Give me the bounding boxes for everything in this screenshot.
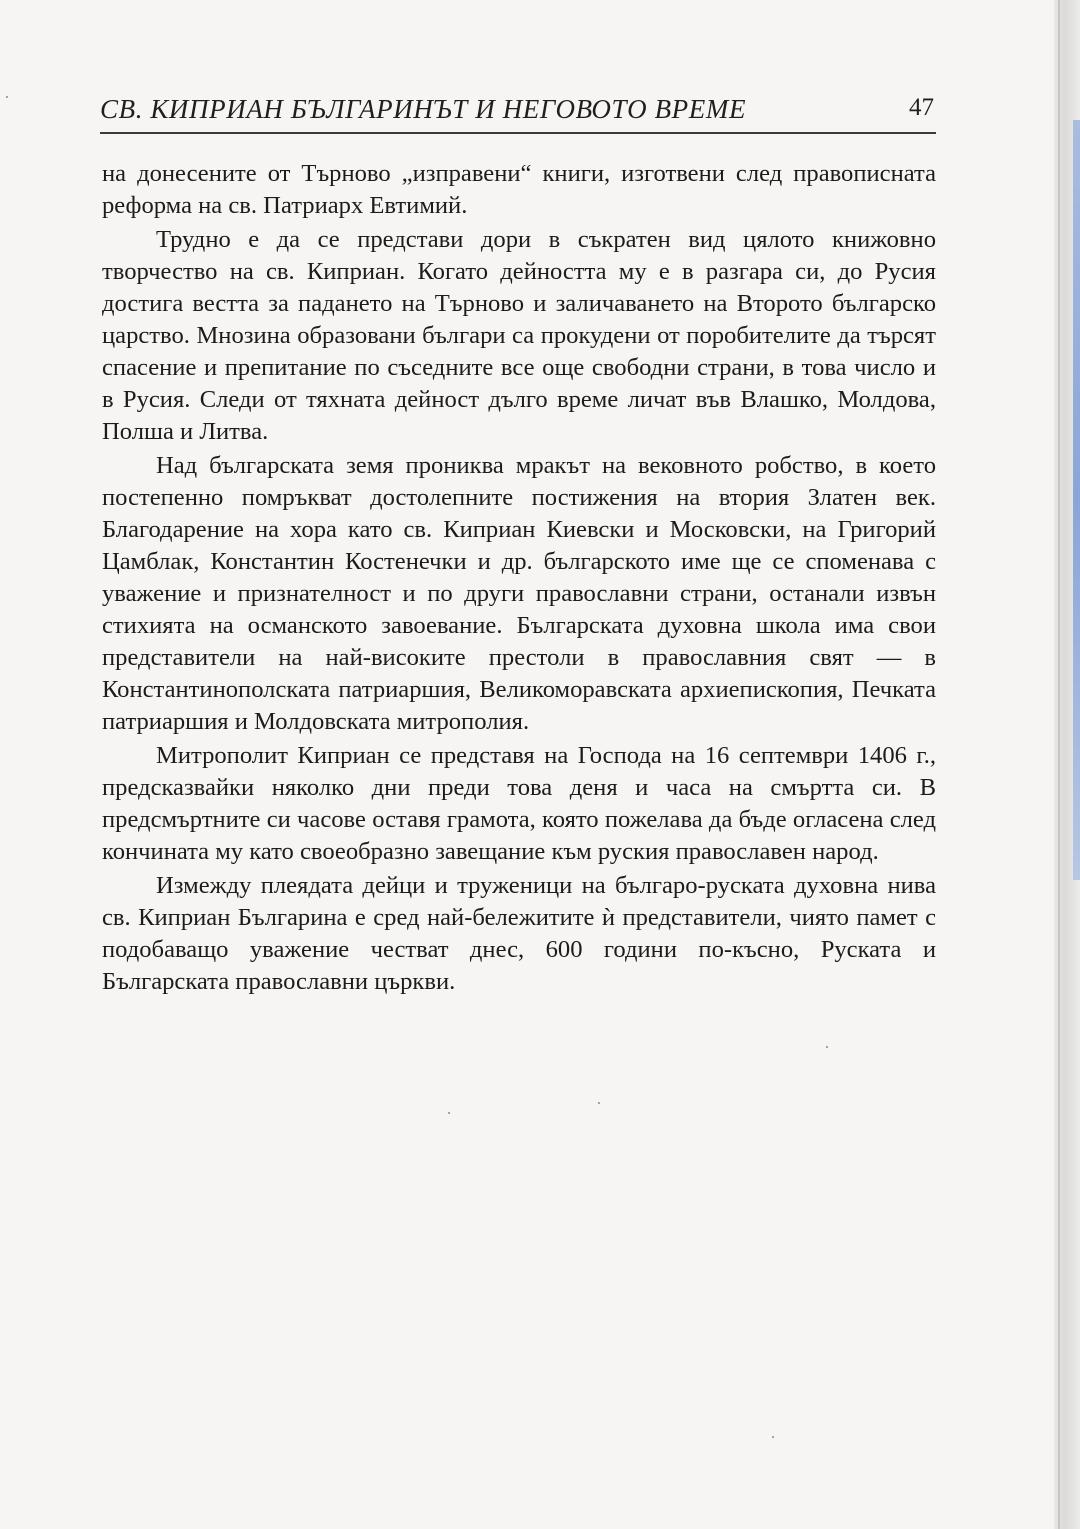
scan-speck (826, 1046, 828, 1048)
scan-speck (598, 1102, 600, 1104)
paragraph-continuation: на донесените от Търново „изправени“ книги, изготвени след правописната реформа на св. Патриарх Евтимий. (102, 160, 936, 219)
scan-speck (772, 1436, 774, 1438)
body-text (102, 158, 936, 998)
paragraph: Над българската земя прониква мракът на вековното робство, в което постепенно помръкват достолепните постижения на втория Златен век. Благодарение на хора като св. Киприан Киевски и Московски, на Григорий Цамблак, Константин Костенечки и др. българското име ще се споменава с уважение и признателност и по други православни страни, останали извън стихията на османското завоевание. Българската духовна школа има свои представители на най-високите престоли в православния свят — в Константинополската патриаршия, Великоморавската архиепископия, Печката патриаршия и Молдовската митрополия. (102, 452, 936, 735)
scan-speck (448, 1112, 450, 1114)
page-edge-line (1058, 0, 1060, 1529)
paragraph: Трудно е да се представи дори в съкратен вид цялото книжовно творчество на св. Киприан. Когато дейността му е в разгара си, до Русия достига вестта за падането на Търново и заличаването на Второто българско царство. Мнозина образовани българи са прокудени от поробителите да търсят спасение и препитание по съседните все още свободни страни, в това число и в Русия. Следи от тяхната дейност дълго време личат във Влашко, Молдова, Полша и Литва. (102, 226, 936, 445)
paragraph: Митрополит Киприан се представя на Господа на 16 септември 1406 г., предсказвайки няколко дни преди това деня и часа на смъртта си. В предсмъртните си часове оставя грамота, която пожелава да бъде огласена след кончината му като своеобразно завещание към руския православен народ. (102, 742, 936, 865)
running-header (100, 92, 936, 134)
cover-edge-strip (1073, 120, 1080, 880)
scan-speck (6, 96, 8, 98)
page-number: 47 (909, 94, 934, 121)
running-title: СВ. КИПРИАН БЪЛГАРИНЪТ И НЕГОВОТО ВРЕМЕ (100, 94, 747, 124)
paragraph: Измежду плеядата дейци и труженици на българо-руската духовна нива св. Киприан Българина е сред най-бележитите ѝ представители, чиято памет с подобаващо уважение честват днес, 600 години по-късно, Руската и Българската православни църкви. (102, 872, 936, 995)
